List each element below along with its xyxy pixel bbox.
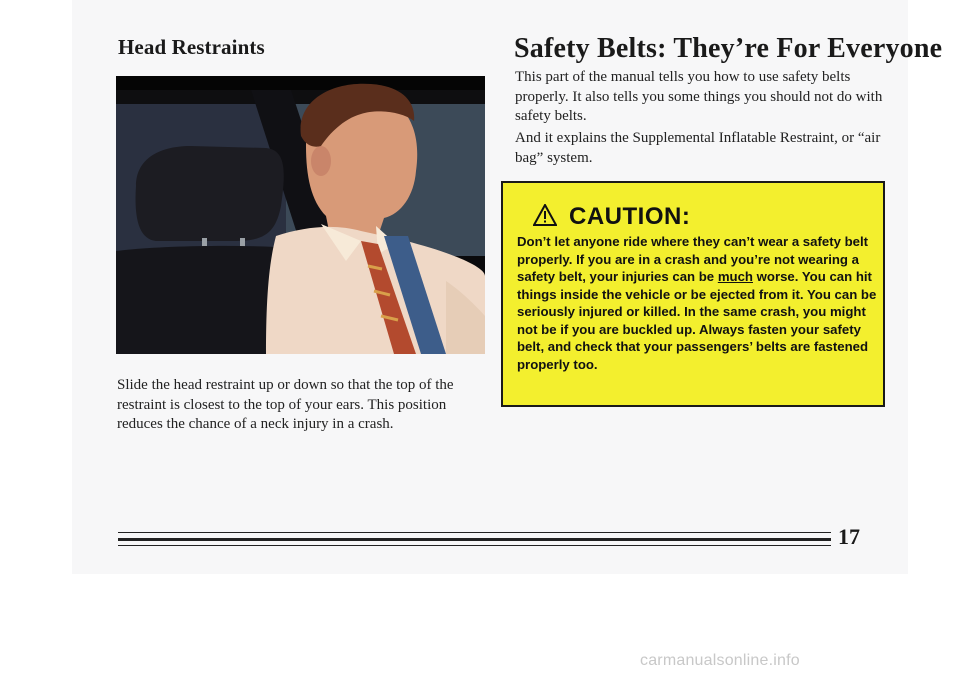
page-number: 17 [838,524,860,549]
caution-box [501,181,885,407]
air-bag-intro: And it explains the Supplemental Inflatable Restraint, or “air bag” system. [515,130,881,166]
warning-triangle-icon [533,204,557,231]
safety-belts-intro: This part of the manual tells you how to use safety belts properly. It also tells you some things you should not do with safety belts. [515,69,883,124]
footer-rule-middle [118,538,831,541]
footer-rule-top [118,532,831,533]
driver-head-restraint-photo [116,76,485,354]
watermark: carmanualsonline.info [640,652,800,669]
caution-header [533,203,690,231]
caution-text-part1: Don’t let anyone ride where they can’t wear a safety belt properly. If you are in a crash and you’re not wearing a safety belt, your injuries can be [517,234,869,284]
head-restraints-heading: Head Restraints [118,35,265,59]
caution-emphasis: much [717,269,753,284]
footer-rule-bottom [118,545,831,546]
caution-text [517,233,877,373]
head-restraint-instructions: Slide the head restraint up or down so that the top of the restraint is closest to the top of your ears. This position reduces the chance of a neck injury in a crash. [117,377,454,432]
caution-title: CAUTION: [569,203,691,230]
safety-belts-heading: Safety Belts: They’re For Everyone [514,33,943,64]
caution-text-part2: worse. You can hit things inside the vehicle or be ejected from it. You can be seriously injured or killed. In the same crash, you might not be if you are buckled up. Always fasten your safety belt, and check that your passengers’ belts are fastened properly too. [517,269,877,372]
